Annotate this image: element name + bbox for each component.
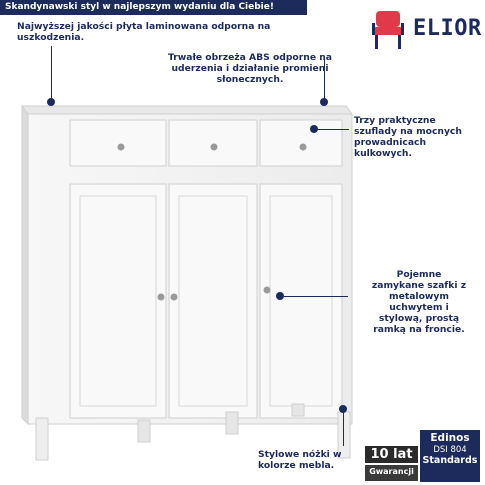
- standards-label: Standards: [422, 455, 478, 466]
- drawer-knob: [118, 144, 125, 151]
- warranty-label: Gwarancji: [369, 467, 414, 476]
- door-knob: [264, 287, 271, 294]
- callout-line: [284, 296, 348, 297]
- note-drawers: Trzy praktyczne szuflady na mocnych prowadnicach kulkowych.: [354, 115, 462, 159]
- callout-dot: [320, 98, 328, 106]
- note-laminate: Najwyższej jakości płyta laminowana odporna na uszkodzenia.: [17, 21, 271, 43]
- callout-dot: [47, 98, 55, 106]
- note-doors: Pojemne zamykane szafki z metalowym uchwytem i stylową, prostą ramką na froncie.: [371, 269, 467, 335]
- note-abs-edges: Trwałe obrzeża ABS odporne na uderzenia i działanie promieni słonecznych.: [167, 52, 332, 85]
- callout-dot: [276, 292, 284, 300]
- standards-code: DSI 804: [433, 445, 467, 455]
- standards-org: Edinos: [430, 432, 470, 444]
- standards-badge: [420, 430, 480, 482]
- brand-name: ELIOR: [413, 16, 482, 41]
- callout-line: [317, 129, 349, 130]
- drawer-knob: [300, 144, 307, 151]
- door-knob: [158, 294, 165, 301]
- callout-dot: [339, 405, 347, 413]
- callout-line: [343, 410, 344, 446]
- note-legs: Stylowe nóżki w kolorze mebla.: [258, 449, 342, 471]
- warranty-years: 10 lat: [365, 446, 418, 465]
- callout-dot: [310, 125, 318, 133]
- door-knob: [171, 294, 178, 301]
- warranty-badge: [365, 446, 418, 481]
- callout-line: [51, 46, 52, 101]
- drawer-knob: [211, 144, 218, 151]
- promo-banner: Skandynawski styl w najlepszym wydaniu dla Ciebie!: [0, 0, 307, 15]
